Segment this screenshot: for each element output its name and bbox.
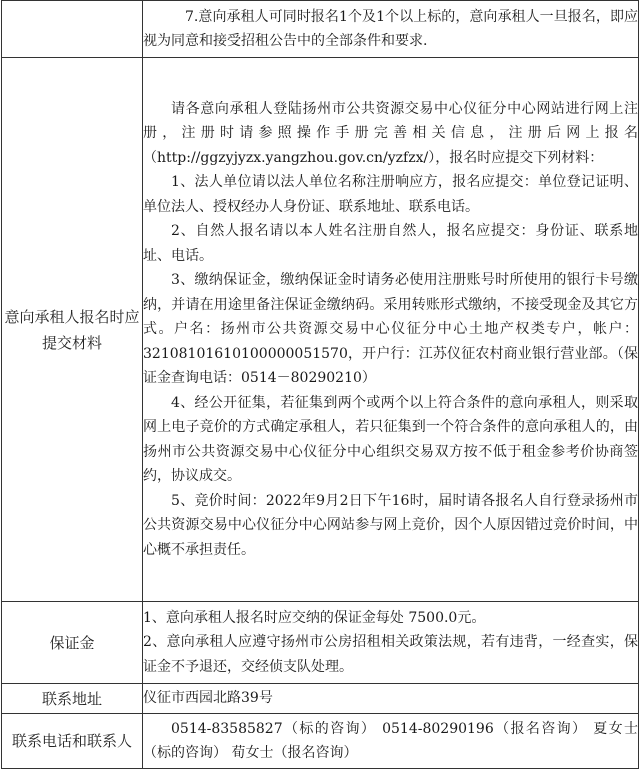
row-deposit-content bbox=[143, 602, 639, 684]
materials-item-3: 3、缴纳保证金，缴纳保证金时请务必使用注册账号时所使用的银行卡号缴纳，并请在用途里备注保证金缴纳码。采用转账形式缴纳，不接受现金及其它方式。户名：扬州市公共资源交易中心仪征分中心土地产权类专户，帐户：32108101610100000051570，开户行：江苏仪征农村商业银行营业部。（保证金查询电话：0514－80290210） bbox=[143, 272, 638, 387]
contact-text: 0514-83585827（标的咨询） 0514-80290196（报名咨询） 夏女士（标的咨询） 荀女士（报名咨询） bbox=[143, 720, 638, 761]
row-deposit-label: 保证金 bbox=[2, 602, 143, 684]
row-top-content bbox=[143, 1, 639, 58]
materials-item-5: 5、竞价时间：2022年9月2日下午16时，届时请各报名人自行登录扬州市公共资源交易中心仪征分中心网站参与网上竞价，因个人原因错过竞价时间，中心概不承担责任。 bbox=[143, 492, 638, 558]
row-deposit bbox=[2, 602, 639, 684]
row-address bbox=[2, 684, 639, 714]
deposit-item-1: 1、意向承租人报名时应交纳的保证金每处 7500.0元。 bbox=[143, 609, 486, 626]
materials-item-1: 1、法人单位请以法人单位名称注册响应方，报名应提交：单位登记证明、单位法人、授权经办人身份证、联系地址、联系电话。 bbox=[143, 174, 638, 215]
materials-intro: 请各意向承租人登陆扬州市公共资源交易中心仪征分中心网站进行网上注册，注册时请参照操作手册完善相关信息，注册后网上报名（http://ggzyjyzx.yangzhou.gov.cn/yzfzx/），报名时应提交下列材料： bbox=[143, 100, 638, 166]
row-top-paragraph: 7.意向承租人可同时报名1个及1个以上标的，意向承租人一旦报名，即应视为同意和接受招租公告中的全部条件和要求. bbox=[143, 8, 638, 49]
row-materials-content bbox=[143, 58, 639, 602]
materials-item-4: 4、经公开征集，若征集到两个或两个以上符合条件的意向承租人，则采取网上电子竞价的方式确定承租人，若只征集到一个符合条件的意向承租人的，由扬州市公共资源交易中心仪征分中心组织交易双方按不低于租金参考价协商签约，协议成交。 bbox=[143, 394, 638, 485]
row-top-label bbox=[2, 1, 143, 58]
row-address-value: 仪征市西园北路39号 bbox=[143, 684, 639, 714]
row-address-label: 联系地址 bbox=[2, 684, 143, 714]
announcement-table bbox=[1, 0, 639, 769]
row-materials bbox=[2, 58, 639, 602]
row-materials-label: 意向承租人报名时应提交材料 bbox=[2, 58, 143, 602]
row-contact-label: 联系电话和联系人 bbox=[2, 714, 143, 769]
row-top bbox=[2, 1, 639, 58]
deposit-item-2: 2、意向承租人应遵守扬州市公房招租相关政策法规，若有违背，一经查实，保证金不予退还，交经侦支队处理。 bbox=[143, 634, 638, 675]
materials-item-2: 2、自然人报名请以本人姓名注册自然人，报名应提交：身份证、联系地址、电话。 bbox=[143, 223, 638, 264]
row-contact-value bbox=[143, 714, 639, 769]
row-contact bbox=[2, 714, 639, 769]
